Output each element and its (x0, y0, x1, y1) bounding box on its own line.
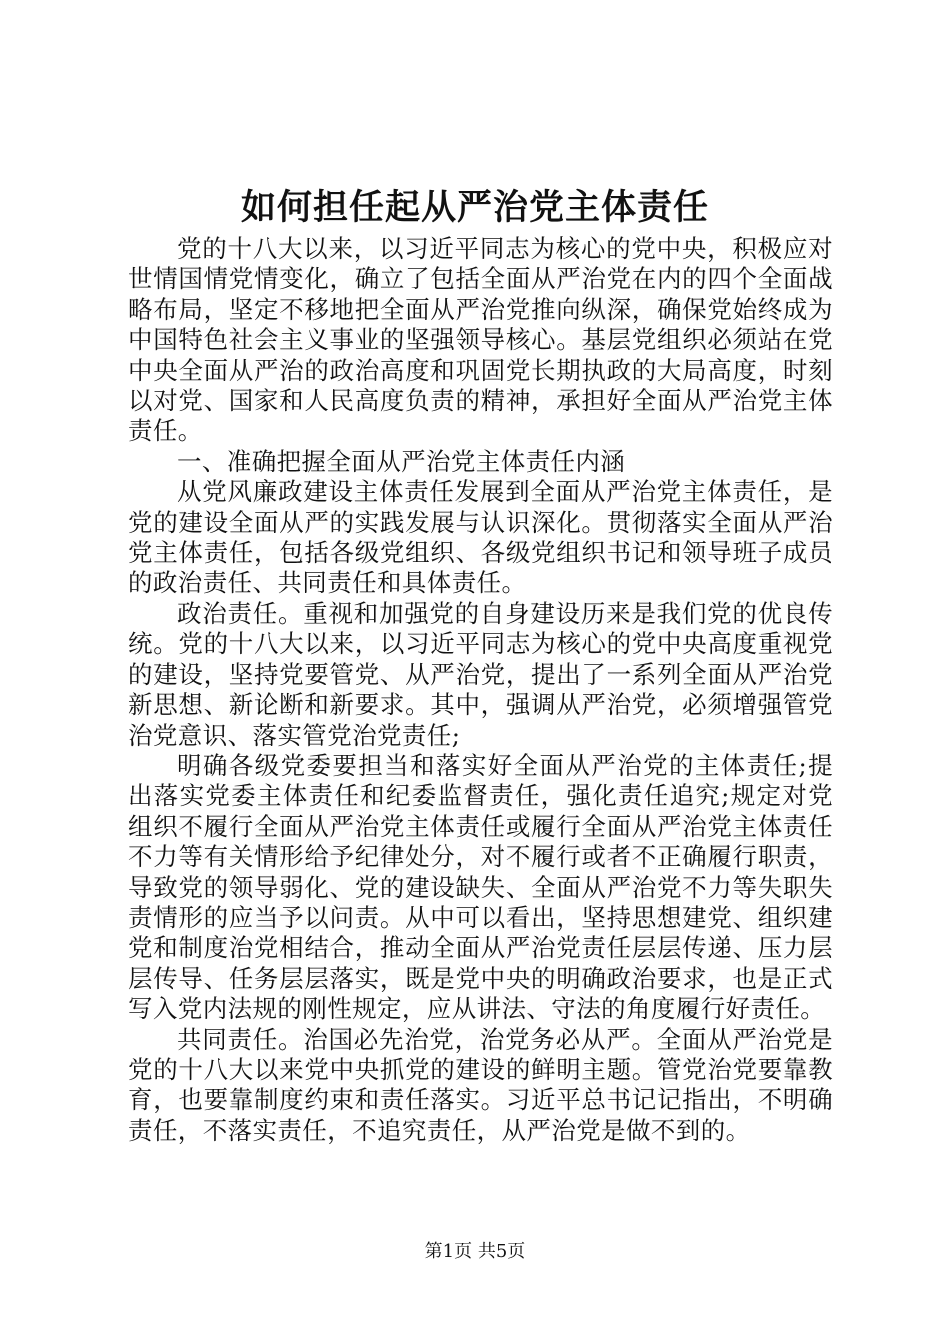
paragraph-intro: 党的十八大以来，以习近平同志为核心的党中央，积极应对世情国情党情变化，确立了包括全面从严治党在内的四个全面战略布局，坚定不移地把全面从严治党推向纵深，确保党始终成为中国特色社会主义事业的坚强领导核心。基层党组织必须站在党中央全面从严治的政治高度和巩固党长期执政的大局高度，时刻以对党、国家和人民高度负责的精神，承担好全面从严治党主体责任。 (128, 234, 833, 446)
section-heading: 一、准确把握全面从严治党主体责任内涵 (177, 446, 626, 476)
paragraph-joint-responsibility: 共同责任。治国必先治党，治党务必从严。全面从严治党是党的十八大以来党中央抓党的建设的鲜明主题。管党治党要靠教育，也要靠制度约束和责任落实。习近平总书记记指出，不明确责任，不落实责任，不追究责任，从严治党是做不到的。 (128, 1024, 833, 1145)
paragraph-party-committee-duties: 明确各级党委要担当和落实好全面从严治党的主体责任;提出落实党委主体责任和纪委监督责任，强化责任追究;规定对党组织不履行全面从严治党主体责任或履行全面从严治党主体责任不力等有关情形给予纪律处分，对不履行或者不正确履行职责，导致党的领导弱化、党的建设缺失、全面从严治党不力等失职失责情形的应当予以问责。从中可以看出，坚持思想建党、组织建党和制度治党相结合，推动全面从严治党责任层层传递、压力层层传导、任务层层落实，既是党中央的明确政治要求，也是正式写入党内法规的刚性规定，应从讲法、守法的角度履行好责任。 (128, 750, 833, 1024)
document-body (128, 234, 833, 1146)
document-title: 如何担任起从严治党主体责任 (240, 187, 709, 228)
paragraph-political-responsibility: 政治责任。重视和加强党的自身建设历来是我们党的优良传统。党的十八大以来，以习近平同志为核心的党中央高度重视党的建设，坚持党要管党、从严治党，提出了一系列全面从严治党新思想、新论断和新要求。其中，强调从严治党，必须增强管党治党意识、落实管党治党责任; (128, 598, 833, 750)
page-number-footer: 第1页 共5页 (424, 1241, 526, 1262)
paragraph-responsibility-scope: 从党风廉政建设主体责任发展到全面从严治党主体责任，是党的建设全面从严的实践发展与认识深化。贯彻落实全面从严治党主体责任，包括各级党组织、各级党组织书记和领导班子成员的政治责任、共同责任和具体责任。 (128, 477, 833, 598)
